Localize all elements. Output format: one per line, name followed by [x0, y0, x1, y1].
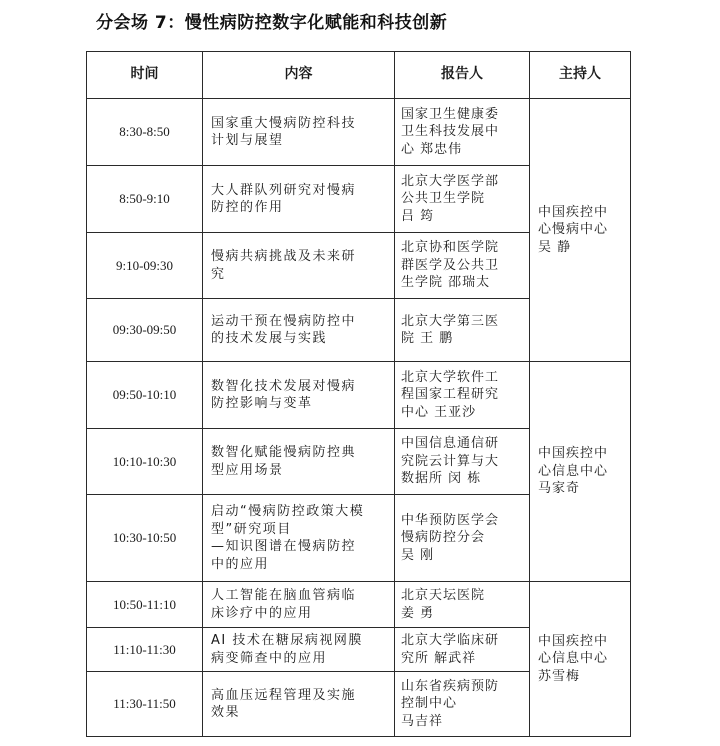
speaker-cell: 山东省疾病预防 控制中心 马吉祥	[395, 672, 530, 737]
header-speaker: 报告人	[395, 52, 530, 99]
content-cell: 慢病共病挑战及未来研 究	[203, 233, 395, 299]
host-cell: 中国疾控中 心信息中心 马家奇	[530, 362, 631, 582]
speaker-cell: 北京大学软件工 程国家工程研究 中心 王亚沙	[395, 362, 530, 429]
content-cell: 运动干预在慢病防控中 的技术发展与实践	[203, 299, 395, 362]
host-cell: 中国疾控中 心信息中心 苏雪梅	[530, 582, 631, 737]
time-cell: 10:30-10:50	[87, 495, 203, 582]
time-cell: 8:50-9:10	[87, 166, 203, 233]
content-cell: 数智化赋能慢病防控典 型应用场景	[203, 429, 395, 495]
speaker-cell: 中华预防医学会 慢病防控分会 吴 刚	[395, 495, 530, 582]
content-cell: AI 技术在糖尿病视网膜 病变筛查中的应用	[203, 628, 395, 672]
table-row	[87, 99, 631, 166]
time-cell: 9:10-09:30	[87, 233, 203, 299]
content-cell: 大人群队列研究对慢病 防控的作用	[203, 166, 395, 233]
content-cell: 高血压远程管理及实施 效果	[203, 672, 395, 737]
table-row	[87, 362, 631, 429]
table-row	[87, 582, 631, 628]
speaker-cell: 北京协和医学院 群医学及公共卫 生学院 邵瑞太	[395, 233, 530, 299]
content-cell: 国家重大慢病防控科技 计划与展望	[203, 99, 395, 166]
content-cell: 数智化技术发展对慢病 防控影响与变革	[203, 362, 395, 429]
header-content: 内容	[203, 52, 395, 99]
time-cell: 10:10-10:30	[87, 429, 203, 495]
page-title: 分会场 7：慢性病防控数字化赋能和科技创新	[96, 13, 448, 33]
time-cell: 8:30-8:50	[87, 99, 203, 166]
speaker-cell: 北京大学第三医 院 王 鹏	[395, 299, 530, 362]
table-header-row	[87, 52, 631, 99]
content-cell: 人工智能在脑血管病临 床诊疗中的应用	[203, 582, 395, 628]
host-cell: 中国疾控中 心慢病中心 吴 静	[530, 99, 631, 362]
speaker-cell: 北京天坛医院 姜 勇	[395, 582, 530, 628]
speaker-cell: 国家卫生健康委 卫生科技发展中 心 郑忠伟	[395, 99, 530, 166]
time-cell: 10:50-11:10	[87, 582, 203, 628]
time-cell: 11:30-11:50	[87, 672, 203, 737]
time-cell: 11:10-11:30	[87, 628, 203, 672]
speaker-cell: 中国信息通信研 究院云计算与大 数据所 闵 栋	[395, 429, 530, 495]
time-cell: 09:50-10:10	[87, 362, 203, 429]
content-cell: 启动“慢病防控政策大模 型”研究项目 —知识图谱在慢病防控 中的应用	[203, 495, 395, 582]
speaker-cell: 北京大学临床研 究所 解武祥	[395, 628, 530, 672]
speaker-cell: 北京大学医学部 公共卫生学院 吕 筠	[395, 166, 530, 233]
time-cell: 09:30-09:50	[87, 299, 203, 362]
header-time: 时间	[87, 52, 203, 99]
header-host: 主持人	[530, 52, 631, 99]
schedule-table	[86, 51, 631, 737]
